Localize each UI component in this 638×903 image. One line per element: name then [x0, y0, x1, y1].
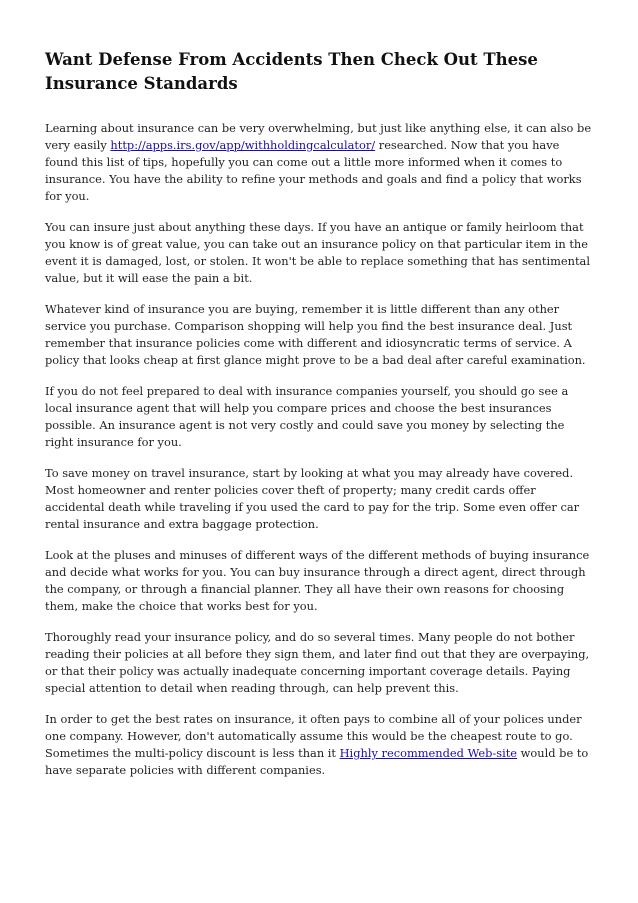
paragraph-6: Look at the pluses and minuses of different ways of the different methods of buying insurance and decide what works for you. You can buy insurance through a direct agent, direct through the company, or through a financial planner. They all have their own reasons for choosing them, make the choice that works best for you. — [45, 548, 590, 613]
irs-withholding-link[interactable]: http://apps.irs.gov/app/withholdingcalculator/ — [110, 138, 376, 152]
paragraph-8-text-start: In order to get the best rates on insurance, it often pays to combine all of your polices under one company. However, don't automatically assume this would be the cheapest route to go. Sometimes the multi-policy discount is less than it — [45, 712, 582, 760]
paragraph-2: You can insure just about anything these days. If you have an antique or family heirloom that you know is of great value, you can take out an insurance policy on that particular item in the event it is damaged, lost, or stolen. It won't be able to replace something that has sentimental value, but it will ease the pain a bit. — [45, 220, 590, 285]
paragraph-1-text-end: researched. Now that you have found this list of tips, hopefully you can come out a little more informed when it comes to insurance. You have the ability to refine your methods and goals and find a policy that works for you. — [45, 138, 582, 203]
paragraph-8 — [45, 711, 593, 779]
recommended-website-link[interactable]: Highly recommended Web-site — [339, 746, 518, 760]
paragraph-1 — [45, 120, 593, 205]
document-title: Want Defense From Accidents Then Check Out These Insurance Standards — [45, 50, 538, 93]
paragraph-1-text-start: Learning about insurance can be very overwhelming, but just like anything else, it can also be very easily — [45, 121, 592, 152]
paragraph-7: Thoroughly read your insurance policy, and do so several times. Many people do not bother reading their policies at all before they sign them, and later find out that they are overpaying, or that their policy was actually inadequate concerning important coverage details. Paying special attention to detail when reading through, can help prevent this. — [45, 630, 590, 695]
paragraph-3: Whatever kind of insurance you are buying, remember it is little different than any other service you purchase. Comparison shopping will help you find the best insurance deal. Just remember that insurance policies come with different and idiosyncratic terms of service. A policy that looks cheap at first glance might prove to be a bad deal after careful examination. — [45, 302, 586, 367]
paragraph-5: To save money on travel insurance, start by looking at what you may already have covered. Most homeowner and renter policies cover theft of property; many credit cards offer accidental death while traveling if you used the card to pay for the trip. Some even offer car rental insurance and extra baggage protection. — [45, 466, 580, 531]
document-page — [45, 48, 593, 793]
paragraph-4: If you do not feel prepared to deal with insurance companies yourself, you should go see a local insurance agent that will help you compare prices and choose the best insurances possible. An insurance agent is not very costly and could save you money by selecting the right insurance for you. — [45, 384, 569, 449]
paragraph-8-text-end: would be to have separate policies with different companies. — [45, 746, 589, 777]
